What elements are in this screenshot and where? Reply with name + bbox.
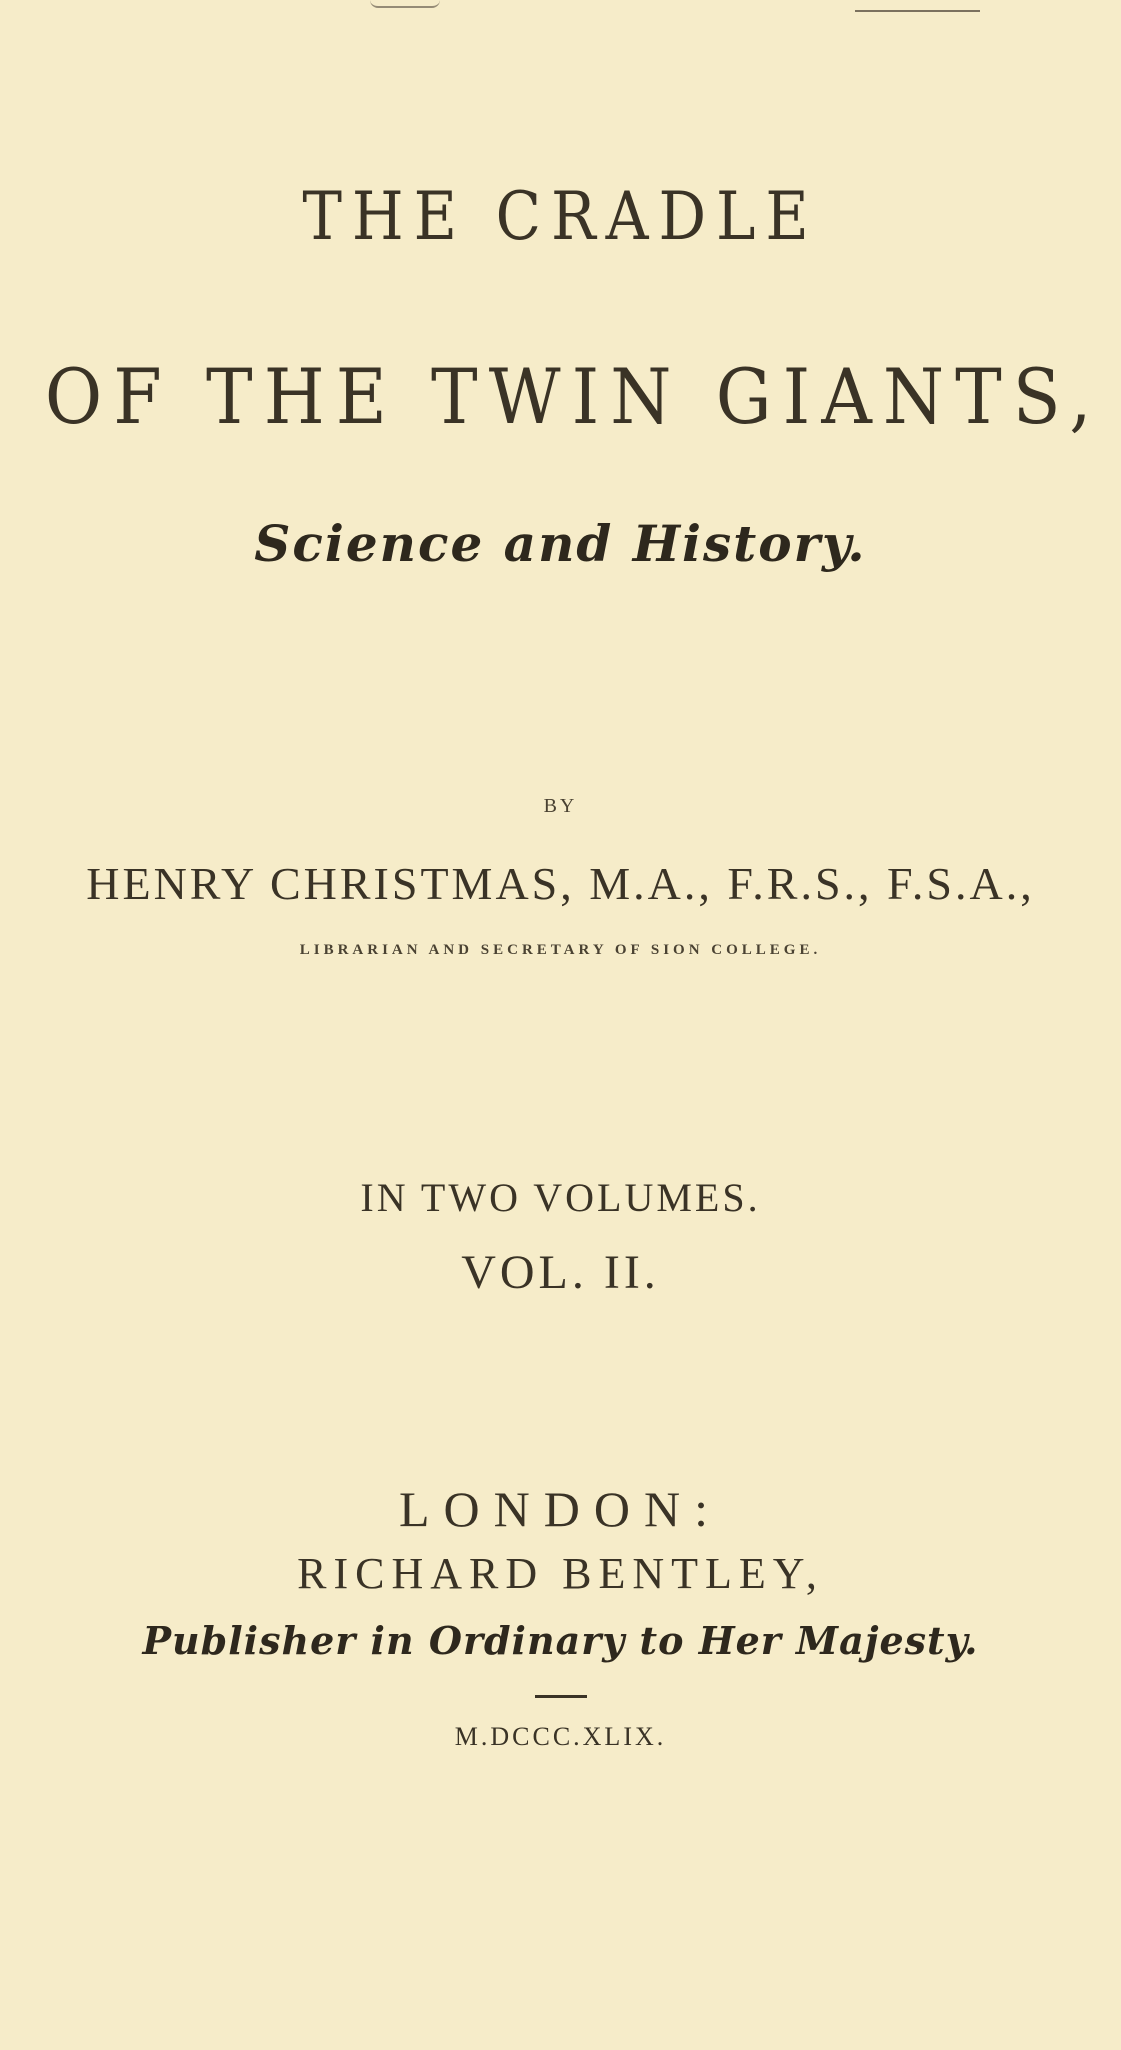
book-subtitle: Science and History. xyxy=(254,514,867,573)
author-name: HENRY CHRISTMAS, M.A., F.R.S., F.S.A., xyxy=(86,858,1035,909)
publication-city: LONDON: xyxy=(399,1481,722,1537)
book-title-line-2: OF THE TWIN GIANTS, xyxy=(44,352,1103,441)
author-affiliation: LIBRARIAN AND SECRETARY OF SION COLLEGE. xyxy=(299,942,822,958)
publisher-name: RICHARD BENTLEY, xyxy=(297,1549,824,1598)
publication-date: M.DCCC.XLIX. xyxy=(454,1722,667,1751)
publisher-role: Publisher in Ordinary to Her Majesty. xyxy=(142,1618,979,1663)
book-title-line-1: THE CRADLE xyxy=(302,178,819,255)
volume-count: IN TWO VOLUMES. xyxy=(360,1175,761,1220)
volume-number: VOL. II. xyxy=(461,1246,660,1299)
top-edge-rule xyxy=(855,10,980,12)
by-label: BY xyxy=(543,795,578,817)
top-edge-mark xyxy=(370,0,440,8)
divider-rule xyxy=(535,1695,587,1698)
